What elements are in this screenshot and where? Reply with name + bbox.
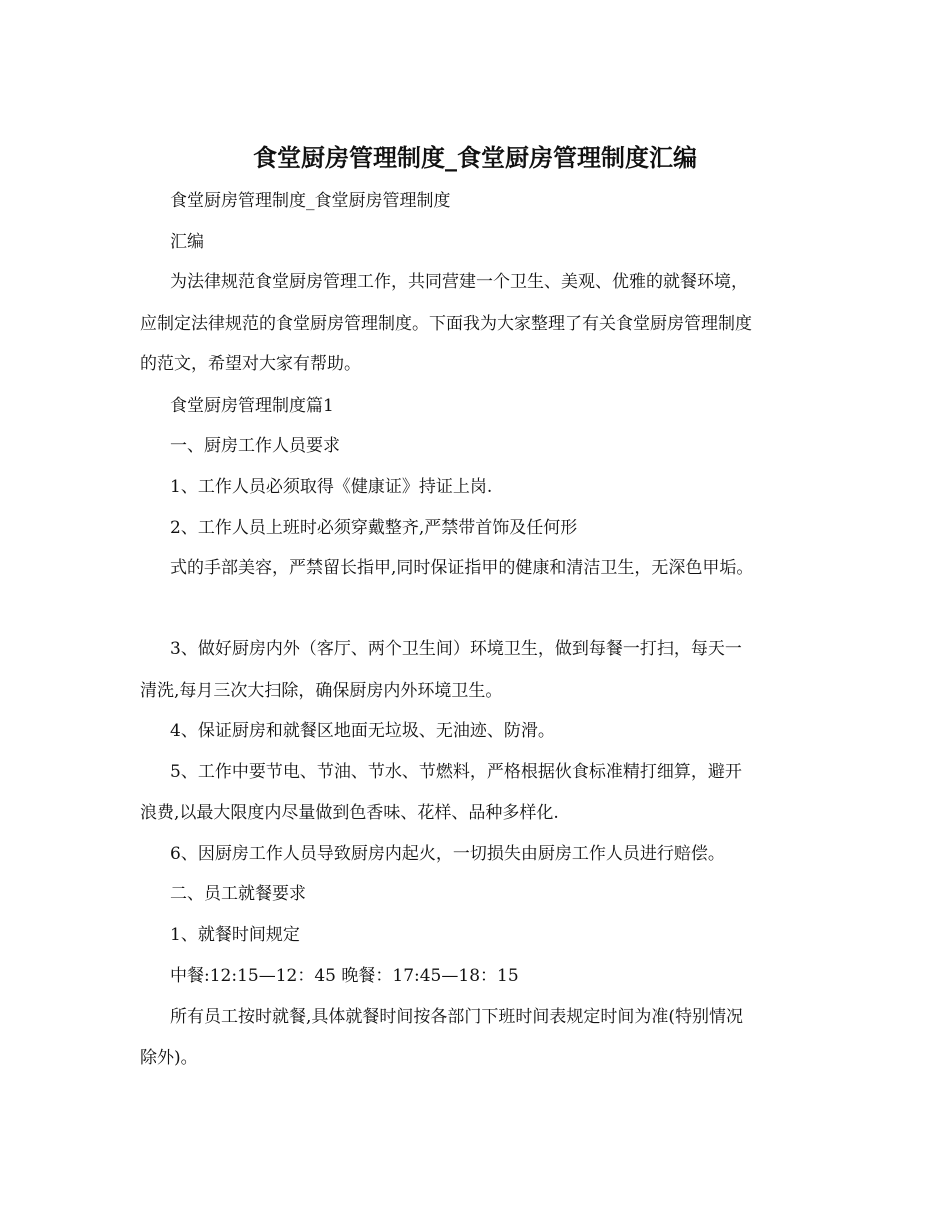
dining-note-line-1: 所有员工按时就餐,具体就餐时间按各部门下班时间表规定时间为准(特别情况	[170, 1007, 744, 1027]
dining-rule-1: 1、就餐时间规定	[170, 925, 300, 945]
section-heading-part-1: 食堂厨房管理制度篇1	[170, 396, 334, 416]
rule-3-line-2: 清洗,每月三次大扫除，确保厨房内外环境卫生。	[140, 681, 503, 701]
dining-times: 中餐:12:15—12：45 晚餐：17:45—18：15	[170, 966, 519, 986]
subtitle-line-1: 食堂厨房管理制度_食堂厨房管理制度	[170, 191, 451, 211]
rule-5-line-2: 浪费,以最大限度内尽量做到色香味、花样、品种多样化.	[140, 803, 559, 823]
intro-paragraph-line-2: 应制定法律规范的食堂厨房管理制度。下面我为大家整理了有关食堂厨房管理制度	[140, 314, 752, 334]
rule-3-line-1: 3、做好厨房内外（客厅、两个卫生间）环境卫生，做到每餐一打扫，每天一	[170, 639, 742, 659]
rule-4: 4、保证厨房和就餐区地面无垃圾、无油迹、防滑。	[170, 721, 555, 741]
rule-5-line-1: 5、工作中要节电、节油、节水、节燃料，严格根据伙食标准精打细算，避开	[170, 762, 742, 782]
document-title: 食堂厨房管理制度_食堂厨房管理制度汇编	[253, 143, 697, 172]
dining-note-line-2: 除外)。	[140, 1048, 198, 1068]
rule-6: 6、因厨房工作人员导致厨房内起火，一切损失由厨房工作人员进行赔偿。	[170, 844, 725, 864]
subtitle-line-2: 汇编	[170, 232, 204, 252]
heading-staff-requirements: 一、厨房工作人员要求	[170, 436, 340, 456]
intro-paragraph-line-1: 为法律规范食堂厨房管理工作，共同营建一个卫生、美观、优雅的就餐环境，	[170, 272, 748, 292]
rule-2-line-2: 式的手部美容，严禁留长指甲,同时保证指甲的健康和清洁卫生，无深色甲垢。	[170, 558, 754, 578]
rule-2-line-1: 2、工作人员上班时必须穿戴整齐,严禁带首饰及任何形	[170, 518, 578, 538]
intro-paragraph-line-3: 的范文，希望对大家有帮助。	[140, 354, 361, 374]
heading-dining-requirements: 二、员工就餐要求	[170, 884, 306, 904]
rule-1: 1、工作人员必须取得《健康证》持证上岗.	[170, 477, 493, 497]
